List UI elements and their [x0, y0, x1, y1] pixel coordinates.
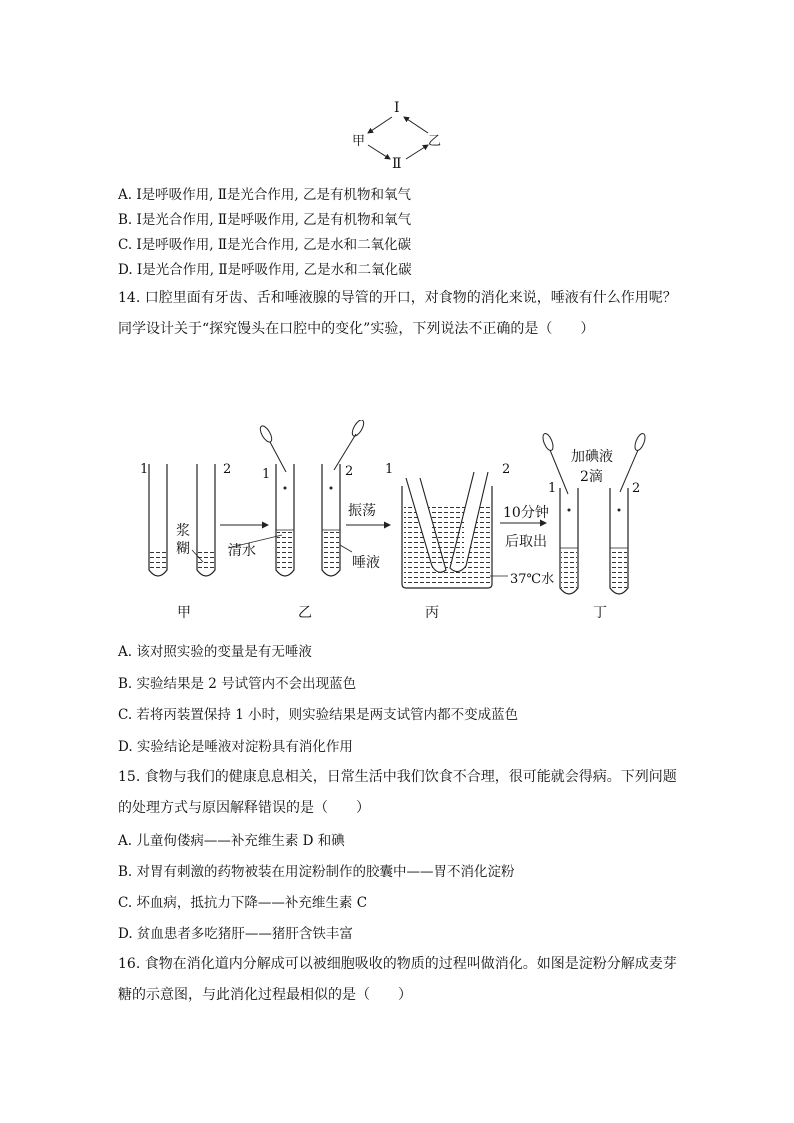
- fig-label-jia: 甲: [177, 605, 191, 621]
- fig-tube1-jia: 1: [140, 462, 149, 477]
- fig-tube2-bing: 2: [502, 462, 511, 477]
- q14-option-d: D. 实验结论是唾液对淀粉具有消化作用: [118, 739, 353, 755]
- q13-option-b: B. Ⅰ是光合作用, Ⅱ是呼吸作用, 乙是有机物和氧气: [118, 212, 412, 228]
- fig-time-label-2: 后取出: [505, 534, 547, 550]
- q13-option-d: D. Ⅰ是光合作用, Ⅱ是呼吸作用, 乙是水和二氧化碳: [118, 262, 412, 278]
- q15-option-a: A. 儿童佝偻病——补充维生素 D 和碘: [118, 833, 345, 849]
- q15-stem-line2: 的处理方式与原因解释错误的是（ ）: [118, 800, 370, 816]
- fig-paste-label-1: 浆: [176, 523, 190, 539]
- fig-label-bing: 丙: [425, 605, 439, 621]
- q13-option-c: C. Ⅰ是呼吸作用, Ⅱ是光合作用, 乙是水和二氧化碳: [118, 237, 412, 253]
- q15-stem-line1: 15. 食物与我们的健康息息相关，日常生活中我们饮食不合理，很可能就会得病。下列问题: [118, 769, 677, 785]
- q16-stem-line1: 16. 食物在消化道内分解成可以被细胞吸收的物质的过程叫做消化。如图是淀粉分解成麦芽: [118, 956, 677, 972]
- q14-stem-line2: 同学设计关于“探究馒头在口腔中的变化”实验，下列说法不正确的是（ ）: [118, 321, 595, 337]
- fig-shake-label: 振荡: [348, 503, 376, 519]
- q14-option-c: C. 若将丙装置保持 1 小时，则实验结果是两支试管内都不变成蓝色: [118, 707, 519, 723]
- fig-saliva-label: 唾液: [352, 555, 380, 571]
- q15-option-d: D. 贫血患者多吃猪肝——猪肝含铁丰富: [118, 926, 353, 942]
- fig-tube1-bing: 1: [385, 462, 394, 477]
- fig-iodine-label-1: 加碘液: [571, 449, 613, 465]
- cycle-left-label: 甲: [352, 134, 366, 149]
- cycle-top-label: Ⅰ: [394, 100, 400, 116]
- fig-paste-label-2: 糊: [176, 541, 190, 557]
- q14-option-b: B. 实验结果是 2 号试管内不会出现蓝色: [118, 676, 357, 692]
- q14-option-a: A. 该对照实验的变量是有无唾液: [118, 644, 312, 660]
- q13-option-a: A. Ⅰ是呼吸作用, Ⅱ是光合作用, 乙是有机物和氧气: [118, 187, 412, 203]
- fig-tube1-yi: 1: [262, 467, 271, 482]
- cycle-bottom-label: Ⅱ: [392, 156, 402, 172]
- q16-stem-line2: 糖的示意图，与此消化过程最相似的是（ ）: [118, 987, 412, 1003]
- fig-tube1-ding: 1: [548, 481, 557, 496]
- fig-bath-label: 37℃水: [510, 572, 555, 587]
- fig-tube2-jia: 2: [223, 462, 232, 477]
- q15-option-b: B. 对胃有刺激的药物被装在用淀粉制作的胶囊中——胃不消化淀粉: [118, 864, 515, 880]
- fig-water-label: 清水: [228, 543, 256, 559]
- q14-stem-line1: 14. 口腔里面有牙齿、舌和唾液腺的导管的开口，对食物的消化来说，唾液有什么作用呢？: [118, 290, 677, 306]
- q15-option-c: C. 坏血病，抵抗力下降——补充维生素 C: [118, 895, 368, 911]
- fig-tube2-yi: 2: [345, 464, 354, 479]
- fig-time-label-1: 10分钟: [503, 505, 549, 521]
- fig-tube2-ding: 2: [632, 481, 641, 496]
- cycle-right-label: 乙: [428, 134, 442, 149]
- fig-label-ding: 丁: [593, 605, 607, 621]
- fig-label-yi: 乙: [298, 605, 312, 621]
- fig-iodine-label-2: 2滴: [580, 469, 603, 485]
